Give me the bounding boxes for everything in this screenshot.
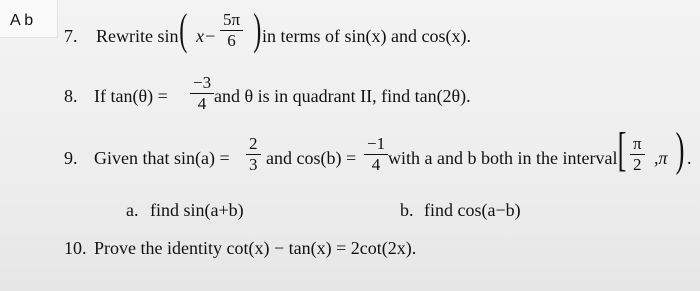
fraction-numerator: 2 [246, 134, 261, 155]
fraction-denominator: 4 [197, 94, 207, 113]
fraction-numerator: −1 [364, 134, 388, 155]
problem-7-tail: in terms of sin(x) and cos(x). [262, 26, 471, 46]
problem-8-fraction [190, 73, 214, 114]
problem-9-fraction-1 [246, 134, 261, 175]
paren-open: ( [179, 5, 188, 54]
problem-8-number: 8. [64, 86, 78, 106]
fraction-denominator: 6 [227, 31, 236, 50]
problem-9-number: 9. [64, 148, 78, 168]
fraction-numerator: 5π [220, 10, 243, 31]
problem-7-x-minus: x− [196, 26, 217, 46]
problem-7-number: 7. [64, 26, 78, 46]
problem-9b-text: find cos(a−b) [424, 200, 521, 220]
paren-close: ) [253, 5, 262, 54]
problem-10-text: Prove the identity cot(x) − tan(x) = 2cot(2x). [94, 238, 417, 258]
fraction-denominator: 4 [371, 155, 381, 174]
problem-9b-label: b. [400, 200, 414, 220]
problem-9a-text: find sin(a+b) [150, 200, 244, 220]
interval-tail: ,π [654, 148, 668, 168]
problem-7-lead: Rewrite sin [96, 26, 179, 46]
problem-9a-label: a. [126, 200, 139, 220]
fraction-numerator: π [630, 134, 645, 155]
problem-9-tail: with a and b both in the interval [388, 148, 618, 168]
paren-close: ) [675, 123, 685, 176]
problem-9-mid: and cos(b) = [266, 148, 357, 168]
problem-9-fraction-2 [364, 134, 388, 175]
problem-8-tail: and θ is in quadrant II, find tan(2θ). [214, 86, 471, 106]
problem-9-end: . [687, 148, 692, 168]
bracket-open: [ [617, 123, 627, 176]
problem-7-fraction [220, 10, 243, 51]
fraction-denominator: 3 [249, 155, 258, 174]
fraction-numerator: −3 [190, 73, 214, 94]
problem-10-number: 10. [64, 238, 87, 258]
corner-tag: A b [0, 0, 58, 38]
problem-8-lead: If tan(θ) = [94, 86, 168, 106]
fraction-denominator: 2 [633, 155, 642, 174]
problem-9-lead: Given that sin(a) = [94, 148, 230, 168]
interval-fraction [630, 134, 645, 175]
